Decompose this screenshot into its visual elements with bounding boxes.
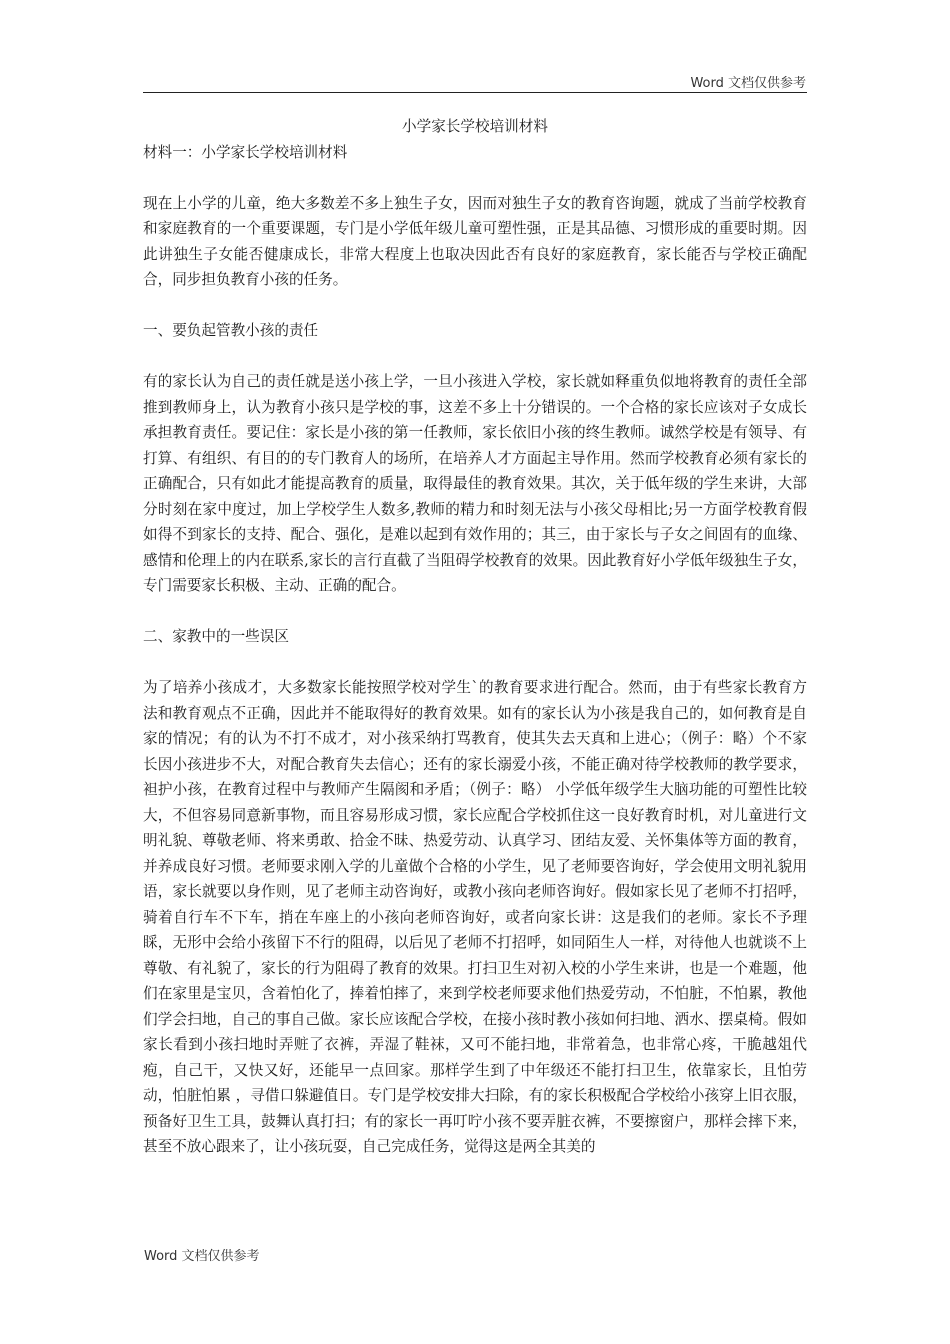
section-2-paragraph: 为了培养小孩成才，大多数家长能按照学校对学生`的教育要求进行配合。然而，由于有些家长教育方法和教育观点不正确，因此并不能取得好的教育效果。如有的家长认为小孩是我自己的，如何教育是自家的情况；有的认为不打不成才，对小孩采纳打骂教育，使其失去天真和上进心；（例子：略）个不家长因小孩进步不大，对配合教育失去信心；还有的家长溺爱小孩，不能正确对待学校教师的教学要求，袒护小孩，在教育过程中与教师产生隔阂和矛盾；（例子：略） 小学低年级学生大脑功能的可塑性比较大，不但容易同意新事物，而且容易形成习惯，家长应配合学校抓住这一良好教育时机，对儿童进行文明礼貌、尊敬老师、将来勇敢、拾金不昧、热爱劳动、认真学习、团结友爱、关怀集体等方面的教育，并养成良好习惯。老师要求刚入学的儿童做个合格的小学生，见了老师要咨询好，学会使用文明礼貌用语，家长就要以身作则，见了老师主动咨询好，或教小孩向老师咨询好。假如家长见了老师不打招呼，骑着自行车不下车，捎在车座上的小孩向老师咨询好，或者向家长讲：这是我们的老师。家长不予理睬，无形中会给小孩留下不行的阻碍，以后见了老师不打招呼，如同陌生人一样，对待他人也就谈不上尊敬、有礼貌了，家长的行为阻碍了教育的效果。打扫卫生对初入校的小学生来讲，也是一个难题，他们在家里是宝贝，含着怕化了，捧着怕摔了，来到学校老师要求他们热爱劳动，不怕脏，不怕累，教他们学会扫地，自己的事自己做。家长应该配合学校，在接小孩时教小孩如何扫地、洒水、摆桌椅。假如家长看到小孩扫地时弄赃了衣裤，弄湿了鞋袜，又可不能扫地，非常着急，也非常心疼，干脆越俎代疱，自己干，又快又好，还能早一点回家。那样学生到了中年级还不能打扫卫生，依靠家长，且怕劳动，怕脏怕累 ，寻借口躲避值日。专门是学校安排大扫除，有的家长积极配合学校给小孩穿上旧衣服，预备好卫生工具，鼓舞认真打扫；有的家长一再叮咛小孩不要弄脏衣裤，不要擦窗户，那样会摔下来，甚至不放心跟来了，让小孩玩耍，自己完成任务，觉得这是两全其美的 xyxy=(143,679,807,1155)
paragraph-gap xyxy=(143,165,807,191)
section-1-paragraph: 有的家长认为自己的责任就是送小孩上学，一旦小孩进入学校，家长就如释重负似地将教育的责任全部推到教师身上，认为教育小孩只是学校的事，这差不多上十分错误的。一个合格的家长应该对子女成长承担教育责任。要记住：家长是小孩的第一任教师，家长依旧小孩的终生教师。诚然学校是有领导、有打算、有组织、有目的的专门教育人的场所，在培养人才方面起主导作用。然而学校教育必须有家长的正确配合，只有如此才能提高教育的质量，取得最佳的教育效果。其次，关于低年级的学生来讲，大部分时刻在家中度过，加上学校学生人数多,教师的精力和时刻无法与小孩父母相比;另一方面学校教育假如得不到家长的支持、配合、强化，是难以起到有效作用的；其三，由于家长与子女之间固有的血缘、感情和伦理上的内在联系,家长的言行直截了当阻碍学校教育的效果。因此教育好小学低年级独生子女，专门需要家长积极、主动、正确的配合。 xyxy=(143,373,807,594)
paragraph-gap xyxy=(143,650,807,676)
paragraph-gap xyxy=(143,599,807,625)
page-footer: Word 文档仅供参考 xyxy=(144,1249,260,1264)
intro-paragraph: 现在上小学的儿童，绝大多数差不多上独生子女，因而对独生子女的教育咨询题，就成了当前学校教育和家庭教育的一个重要课题，专门是小学低年级儿童可塑性强，正是其品德、习惯形成的重要时期。因此讲独生子女能否健康成长，非常大程度上也取决因此否有良好的家庭教育，家长能否与学校正确配合，同步担负教育小孩的任务。 xyxy=(143,194,807,288)
document-subtitle: 材料一：小学家长学校培训材料 xyxy=(143,143,348,161)
section-heading-1: 一、要负起管教小孩的责任 xyxy=(143,322,319,339)
section-heading-2: 二、家教中的一些误区 xyxy=(143,628,289,645)
header-divider xyxy=(143,92,807,93)
paragraph-gap xyxy=(143,344,807,370)
document-body xyxy=(143,114,807,1160)
paragraph-gap xyxy=(143,293,807,319)
document-title: 小学家长学校培训材料 xyxy=(402,118,548,135)
page-header: Word 文档仅供参考 xyxy=(690,76,806,91)
